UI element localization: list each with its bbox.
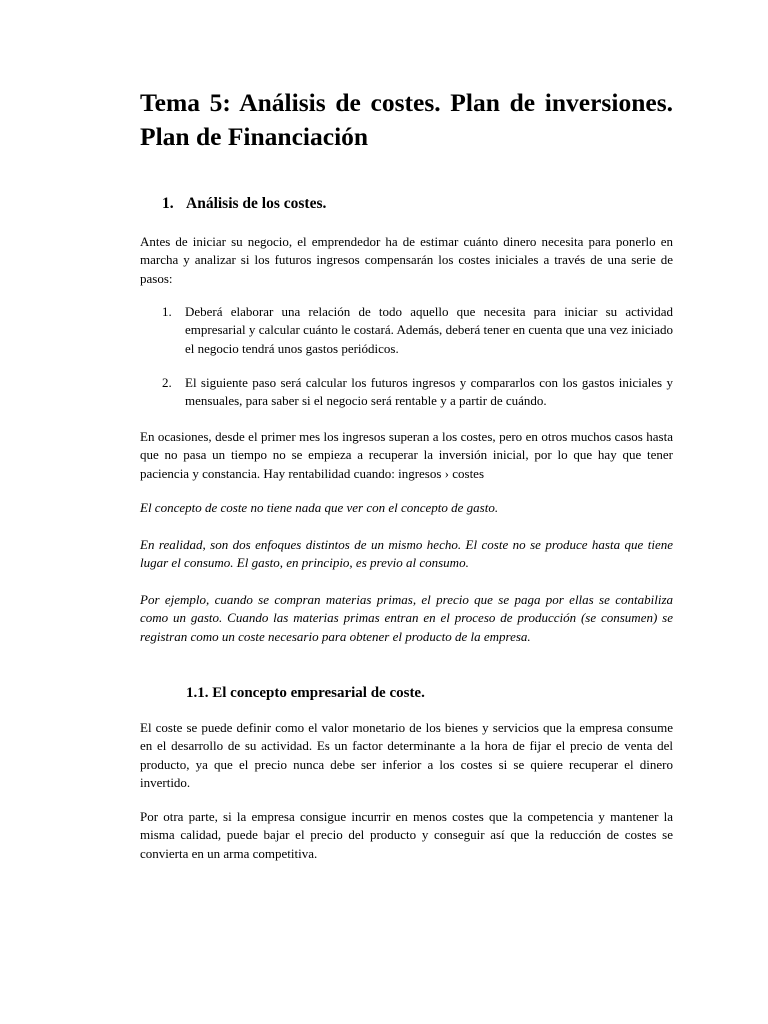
italic-paragraph-cost-vs-expense: El concepto de coste no tiene nada que ver con el concepto de gasto. [140,500,499,515]
list-item-number: 2. [162,375,172,390]
section-number: 1. [162,195,174,212]
competition-paragraph: Por otra parte, si la empresa consigue incurrir en menos costes que la competencia y mantener la misma calidad, puede bajar el precio del producto y conseguir así que la reducción de costes se convierta en un arma competitiva. [140,809,673,861]
section-heading-1 [162,194,326,214]
italic-paragraph-example: Por ejemplo, cuando se compran materias primas, el precio que se paga por ellas se contabiliza como un gasto. Cuando las materias primas entran en el proceso de producción (se consumen) se registran como un coste necesario para obtener el producto de la empresa. [140,592,673,644]
document-title: Tema 5: Análisis de costes. Plan de inversiones. Plan de Financiación [140,88,673,151]
italic-paragraph-approaches: En realidad, son dos enfoques distintos de un mismo hecho. El coste no se produce hasta que tiene lugar el consumo. El gasto, en principio, es previo al consumo. [140,537,673,571]
list-item-number: 1. [162,304,172,319]
list-item-text: Deberá elaborar una relación de todo aquello que necesita para iniciar su actividad empresarial y calcular cuánto le costará. Además, deberá tener en cuenta que una vez iniciado el negocio tendrá unos gastos periódicos. [185,304,673,356]
list-item-text: El siguiente paso será calcular los futuros ingresos y compararlos con los gastos iniciales y mensuales, para saber si el negocio será rentable y a partir de cuándo. [185,375,673,409]
intro-paragraph: Antes de iniciar su negocio, el emprendedor ha de estimar cuánto dinero necesita para ponerlo en marcha y analizar si los futuros ingresos compensarán los costes iniciales a través de una serie de pasos: [140,234,673,286]
subsection-heading: 1.1. El concepto empresarial de coste. [186,685,425,701]
profitability-paragraph: En ocasiones, desde el primer mes los ingresos superan a los costes, pero en otros muchos casos hasta que no pasa un tiempo no se empieza a recuperar la inversión inicial, por lo que hay que tener paciencia y constancia. Hay rentabilidad cuando: ingresos › costes [140,429,673,481]
definition-paragraph: El coste se puede definir como el valor monetario de los bienes y servicios que la empresa consume en el desarrollo de su actividad. Es un factor determinante a la hora de fijar el precio de venta del producto, ya que el precio nunca debe ser inferior a los costes si se quiere recuperar el dinero invertido. [140,720,673,791]
section-title: Análisis de los costes. [186,195,327,212]
